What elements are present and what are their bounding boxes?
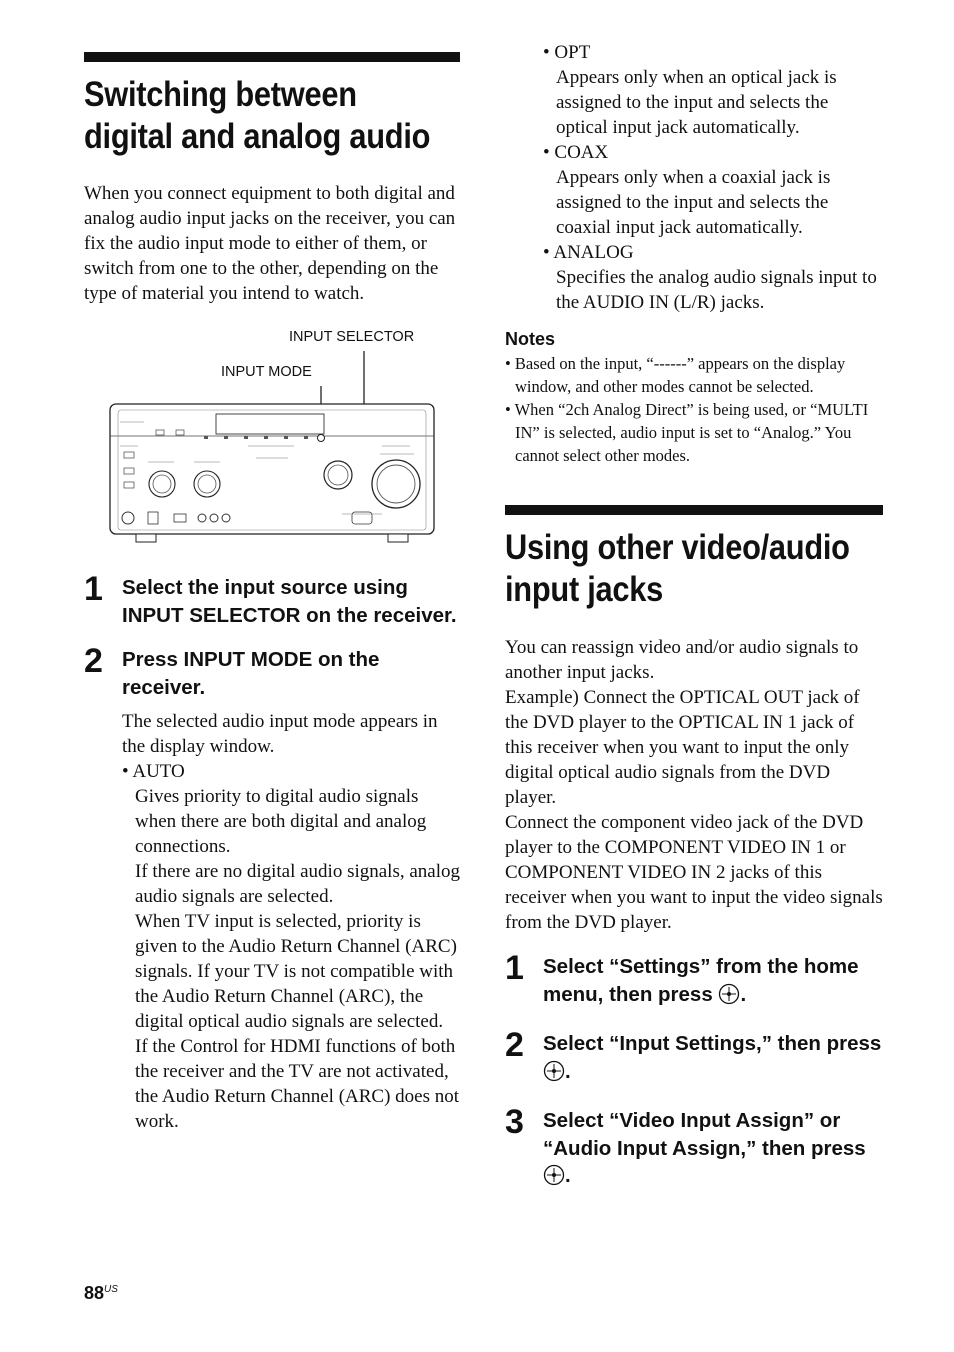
heading-line-2: digital and analog audio (84, 117, 431, 156)
step-number: 1 (505, 949, 524, 987)
analog-bullet: • ANALOG (543, 242, 634, 263)
step-text (543, 1030, 883, 1089)
step-text: Select the input source using INPUT SELECTOR on the receiver. (122, 576, 457, 627)
coax-description: Appears only when a coaxial jack is assigned to the input and selects the coaxial input jack automatically. (556, 167, 831, 238)
step-3 (505, 1103, 883, 1194)
page-number (84, 1283, 118, 1304)
heading-line-1: Switching between (84, 75, 357, 114)
input-selector-label: INPUT SELECTOR (289, 329, 415, 345)
input-mode-label: INPUT MODE (221, 364, 312, 380)
paragraph-1: You can reassign video and/or audio signals to another input jacks. (505, 637, 859, 683)
step-2-description: The selected audio input mode appears in the display window. (122, 711, 438, 757)
step-text: Press INPUT MODE on the receiver. (122, 648, 380, 699)
heading-line-2: input jacks (505, 570, 663, 609)
step-text-body: Select “Settings” from the home menu, then press (543, 955, 859, 1006)
step-number: 2 (505, 1026, 524, 1064)
step-1 (84, 570, 460, 629)
right-column (505, 40, 883, 1194)
section-heading (505, 527, 850, 611)
step-number: 3 (505, 1103, 524, 1141)
opt-description: Appears only when an optical jack is assigned to the input and selects the optical input jack automatically. (556, 67, 837, 138)
step-text (543, 1107, 883, 1194)
step-number: 1 (84, 570, 103, 608)
analog-description: Specifies the analog audio signals input to the AUDIO IN (L/R) jacks. (556, 267, 877, 313)
receiver-diagram (84, 318, 460, 566)
step-text-body: Select “Video Input Assign” or “Audio Input Assign,” then press (543, 1109, 866, 1160)
step-text-body: Select “Input Settings,” then press (543, 1032, 882, 1055)
paragraph-2: Example) Connect the OPTICAL OUT jack of the DVD player to the OPTICAL IN 1 jack of this receiver when you want to input the only digital optical audio signals from the DVD player. (505, 687, 860, 808)
enter-button-icon (543, 1164, 565, 1194)
step-number: 2 (84, 642, 103, 680)
step-text-end: . (740, 982, 747, 1006)
step-2 (505, 1026, 883, 1089)
auto-desc-3: When TV input is selected, priority is given to the Audio Return Channel (ARC) signals. If your TV is not compatible with the Audio Return Channel (ARC), the digital optical audio signals are selected. (135, 911, 457, 1032)
auto-description (122, 784, 460, 1134)
opt-bullet: • OPT (543, 42, 591, 63)
step-2 (84, 642, 461, 1134)
left-column (84, 52, 460, 1134)
step-text-end: . (565, 1164, 571, 1187)
note-item: • Based on the input, “------” appears on the display window, and other modes cannot be selected. (505, 354, 846, 396)
receiver-front-panel-illustration (84, 318, 460, 566)
enter-button-icon (718, 983, 740, 1013)
section-rule (505, 505, 883, 515)
mode-list (505, 40, 883, 315)
step-1 (505, 949, 883, 1012)
section-heading (84, 74, 431, 158)
coax-bullet: • COAX (543, 142, 609, 163)
step-text-end: . (565, 1059, 571, 1083)
auto-desc-2: If there are no digital audio signals, analog audio signals are selected. (135, 861, 461, 907)
notes-heading: Notes (505, 329, 556, 349)
auto-bullet: • AUTO (122, 761, 185, 782)
page-region: US (104, 1284, 118, 1295)
note-item: • When “2ch Analog Direct” is being used, or “MULTI IN” is selected, audio input is set to “Analog.” You cannot select other modes. (505, 400, 869, 465)
section-rule (84, 52, 460, 62)
auto-desc-4: If the Control for HDMI functions of both the receiver and the TV are not activated, the Audio Return Channel (ARC) does not work. (135, 1036, 460, 1132)
page-number-value: 88 (84, 1283, 105, 1303)
intro-paragraph: When you connect equipment to both digital and analog audio input jacks on the receiver, you can fix the audio input mode to either of them, or switch from one to the other, depending on the type of material you intend to watch. (84, 183, 456, 304)
step-text (543, 953, 883, 1012)
paragraph-3: Connect the component video jack of the DVD player to the COMPONENT VIDEO IN 1 or COMPONENT VIDEO IN 2 jacks of this receiver when you want to input the video signals from the DVD player. (505, 812, 883, 933)
auto-desc-1: Gives priority to digital audio signals when there are both digital and analog connections. (135, 786, 427, 857)
heading-line-1: Using other video/audio (505, 528, 850, 567)
enter-button-icon (543, 1060, 565, 1090)
